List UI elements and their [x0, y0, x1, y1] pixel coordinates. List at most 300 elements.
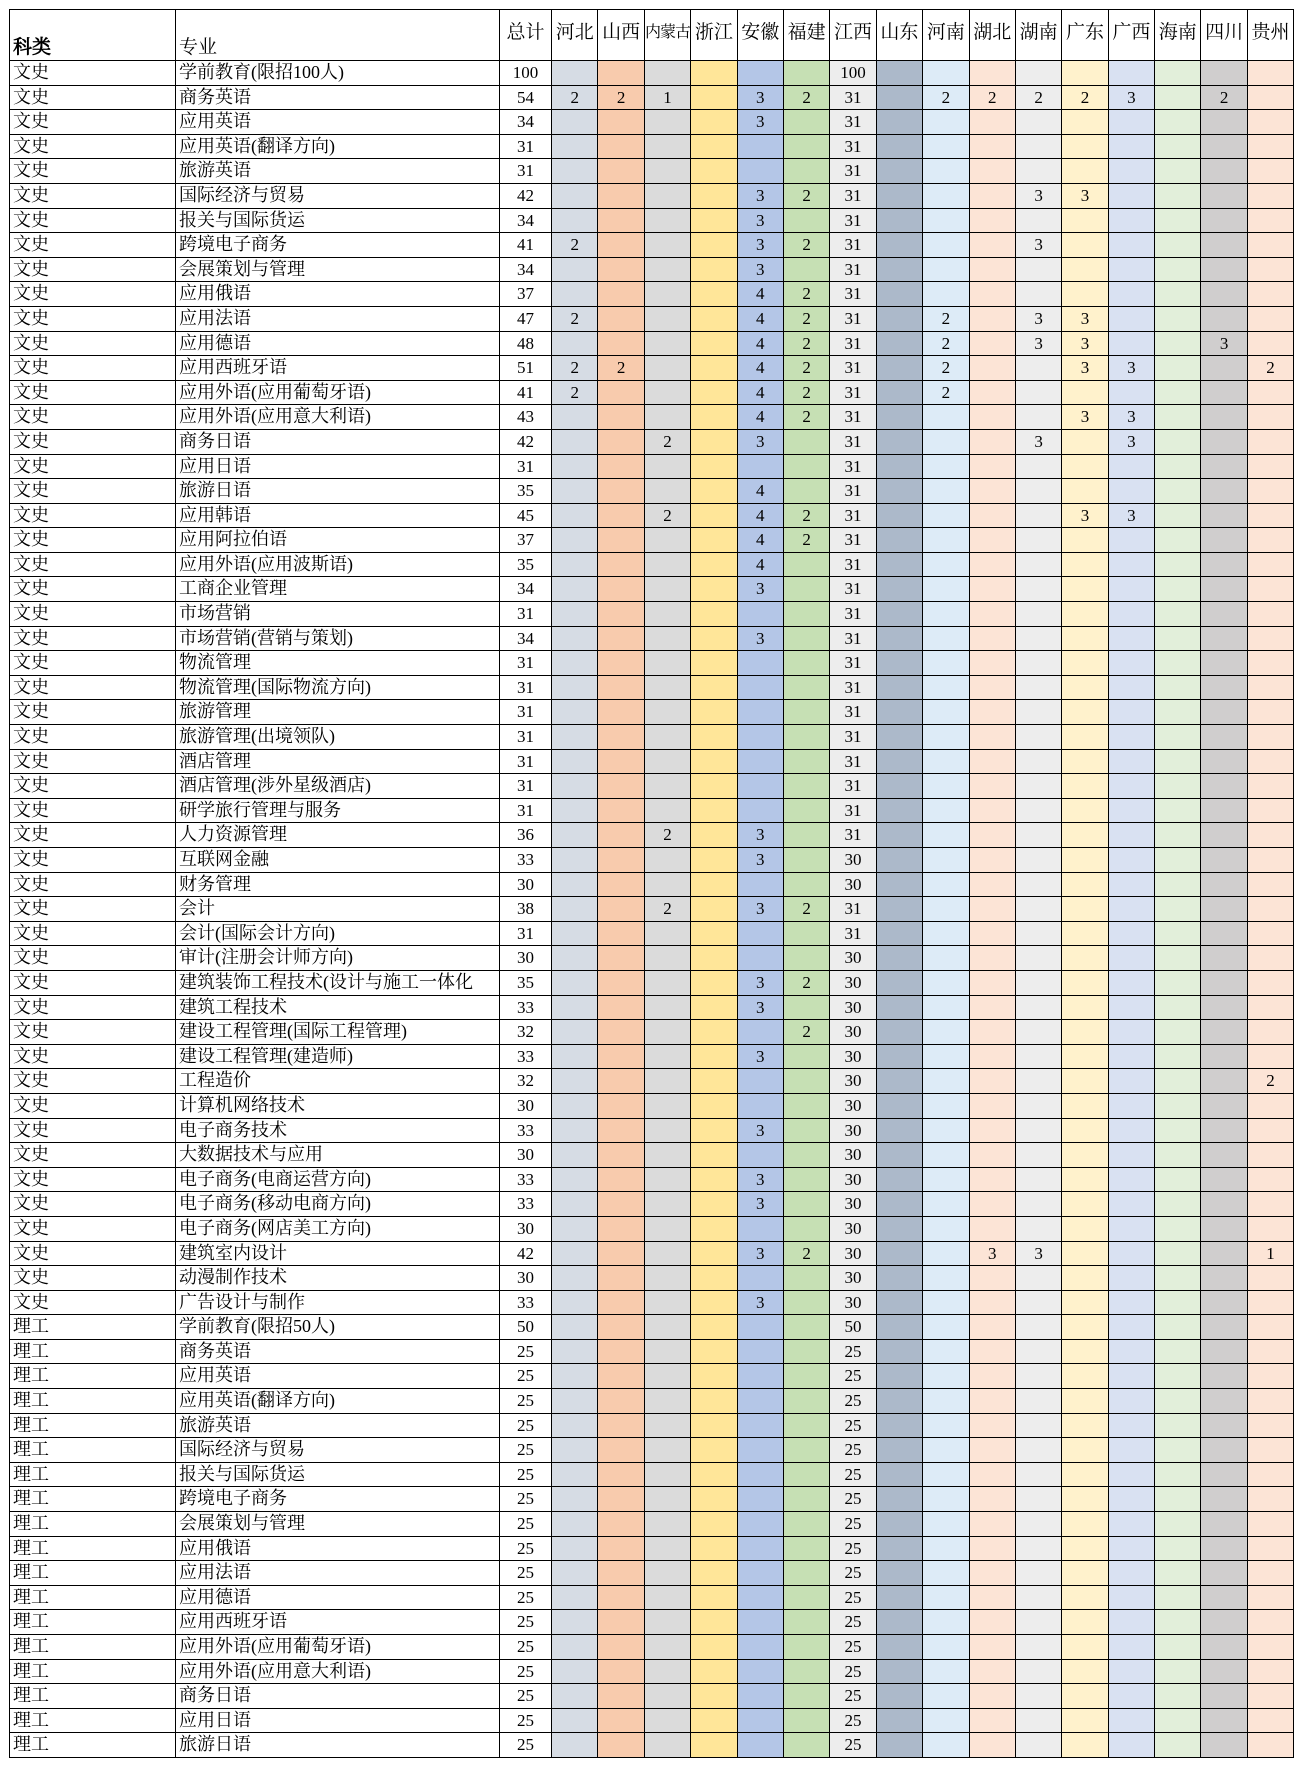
- quota-cell: [970, 577, 1016, 602]
- quota-cell: [970, 946, 1016, 971]
- quota-cell: 31: [830, 430, 876, 455]
- quota-cell: [1155, 1487, 1201, 1512]
- quota-cell: 2: [552, 356, 598, 381]
- quota-cell: [970, 381, 1016, 406]
- quota-cell: [645, 356, 691, 381]
- quota-cell: [1155, 676, 1201, 701]
- quota-cell: [645, 1168, 691, 1193]
- quota-cell: [1248, 504, 1294, 529]
- quota-cell: 2: [784, 381, 830, 406]
- quota-cell: [738, 1561, 784, 1586]
- quota-cell: [1109, 1217, 1155, 1242]
- quota-cell: [1155, 1119, 1201, 1144]
- quota-cell: [691, 1709, 737, 1734]
- quota-cell: [598, 1242, 644, 1267]
- quota-cell: 25: [830, 1733, 876, 1758]
- category-cell: 文史: [10, 602, 176, 627]
- quota-cell: [784, 627, 830, 652]
- category-cell: 文史: [10, 553, 176, 578]
- quota-cell: [923, 848, 969, 873]
- province-header: 安徽: [738, 10, 784, 61]
- quota-cell: [738, 1266, 784, 1291]
- category-cell: 理工: [10, 1537, 176, 1562]
- quota-cell: [598, 110, 644, 135]
- quota-cell: [1016, 1389, 1062, 1414]
- quota-cell: [1016, 1561, 1062, 1586]
- quota-cell: [552, 873, 598, 898]
- quota-cell: [970, 627, 1016, 652]
- quota-cell: [552, 553, 598, 578]
- quota-cell: [552, 1094, 598, 1119]
- quota-cell: [1016, 405, 1062, 430]
- total-cell: 33: [500, 1192, 552, 1217]
- quota-cell: [552, 1045, 598, 1070]
- quota-cell: [1062, 774, 1108, 799]
- quota-cell: [1016, 1463, 1062, 1488]
- quota-cell: [970, 774, 1016, 799]
- category-cell: 文史: [10, 110, 176, 135]
- quota-cell: [970, 602, 1016, 627]
- quota-cell: [1248, 1045, 1294, 1070]
- quota-cell: [1016, 1192, 1062, 1217]
- quota-cell: [1155, 774, 1201, 799]
- quota-cell: 31: [830, 922, 876, 947]
- total-cell: 25: [500, 1610, 552, 1635]
- quota-cell: [645, 1463, 691, 1488]
- quota-cell: [877, 602, 923, 627]
- quota-cell: [645, 381, 691, 406]
- quota-cell: [738, 1340, 784, 1365]
- total-cell: 25: [500, 1537, 552, 1562]
- quota-cell: [1016, 602, 1062, 627]
- quota-cell: [970, 405, 1016, 430]
- quota-cell: [691, 1684, 737, 1709]
- major-cell: 旅游英语: [176, 1414, 500, 1439]
- province-header: 山东: [877, 10, 923, 61]
- quota-cell: [1062, 61, 1108, 86]
- quota-cell: [645, 1242, 691, 1267]
- total-cell: 30: [500, 1143, 552, 1168]
- quota-cell: [923, 1094, 969, 1119]
- total-cell: 37: [500, 528, 552, 553]
- quota-cell: [645, 848, 691, 873]
- quota-cell: [552, 1266, 598, 1291]
- quota-cell: [784, 651, 830, 676]
- quota-cell: [691, 86, 737, 111]
- quota-cell: [1201, 1389, 1247, 1414]
- quota-cell: [1248, 86, 1294, 111]
- quota-cell: [738, 1389, 784, 1414]
- quota-cell: [877, 1192, 923, 1217]
- quota-cell: [970, 1045, 1016, 1070]
- category-cell: 文史: [10, 897, 176, 922]
- quota-cell: [970, 282, 1016, 307]
- quota-cell: [1016, 553, 1062, 578]
- quota-cell: [1062, 823, 1108, 848]
- quota-cell: [923, 1561, 969, 1586]
- quota-cell: 3: [738, 1192, 784, 1217]
- total-cell: 33: [500, 996, 552, 1021]
- quota-cell: [1016, 1069, 1062, 1094]
- quota-cell: [970, 209, 1016, 234]
- quota-cell: 3: [1016, 332, 1062, 357]
- quota-cell: [598, 307, 644, 332]
- quota-cell: [923, 922, 969, 947]
- quota-cell: [645, 1340, 691, 1365]
- quota-cell: [1155, 1512, 1201, 1537]
- quota-cell: [552, 1463, 598, 1488]
- major-cell: 财务管理: [176, 873, 500, 898]
- category-cell: 文史: [10, 356, 176, 381]
- quota-cell: [598, 61, 644, 86]
- quota-cell: [877, 504, 923, 529]
- quota-cell: [923, 971, 969, 996]
- quota-cell: [1155, 209, 1201, 234]
- quota-cell: [877, 873, 923, 898]
- quota-cell: [784, 159, 830, 184]
- quota-cell: [923, 1242, 969, 1267]
- quota-cell: [645, 577, 691, 602]
- quota-cell: [552, 61, 598, 86]
- category-cell: 文史: [10, 135, 176, 160]
- quota-cell: [877, 332, 923, 357]
- quota-cell: [1016, 356, 1062, 381]
- category-cell: 文史: [10, 725, 176, 750]
- quota-cell: [1016, 159, 1062, 184]
- quota-cell: [691, 1242, 737, 1267]
- quota-cell: 50: [830, 1315, 876, 1340]
- quota-cell: [923, 651, 969, 676]
- quota-cell: [877, 110, 923, 135]
- category-cell: 文史: [10, 86, 176, 111]
- quota-cell: [1201, 1512, 1247, 1537]
- quota-cell: [1248, 676, 1294, 701]
- quota-cell: [552, 258, 598, 283]
- major-cell: 会计: [176, 897, 500, 922]
- quota-cell: [1248, 258, 1294, 283]
- quota-cell: [598, 430, 644, 455]
- quota-cell: [1062, 479, 1108, 504]
- quota-cell: [784, 1586, 830, 1611]
- quota-cell: [738, 725, 784, 750]
- quota-cell: 4: [738, 504, 784, 529]
- quota-cell: [1155, 356, 1201, 381]
- quota-cell: [1201, 1487, 1247, 1512]
- quota-cell: [923, 1291, 969, 1316]
- quota-cell: [923, 1709, 969, 1734]
- quota-cell: [970, 1733, 1016, 1758]
- quota-cell: [552, 602, 598, 627]
- quota-cell: [598, 922, 644, 947]
- quota-cell: [877, 1733, 923, 1758]
- quota-cell: [1155, 159, 1201, 184]
- quota-cell: 30: [830, 848, 876, 873]
- quota-cell: [1201, 1069, 1247, 1094]
- quota-cell: [1201, 504, 1247, 529]
- quota-cell: [877, 455, 923, 480]
- quota-cell: [645, 61, 691, 86]
- quota-cell: [1062, 159, 1108, 184]
- quota-cell: [1109, 209, 1155, 234]
- quota-cell: [1155, 1045, 1201, 1070]
- quota-cell: [1201, 159, 1247, 184]
- total-cell: 48: [500, 332, 552, 357]
- quota-cell: [877, 1242, 923, 1267]
- quota-cell: [1109, 774, 1155, 799]
- quota-cell: [1062, 455, 1108, 480]
- quota-cell: [645, 1020, 691, 1045]
- quota-cell: [1155, 1340, 1201, 1365]
- quota-cell: [645, 1069, 691, 1094]
- quota-cell: [1201, 1364, 1247, 1389]
- quota-cell: [1201, 676, 1247, 701]
- quota-cell: 1: [645, 86, 691, 111]
- quota-cell: [1248, 1709, 1294, 1734]
- total-cell: 30: [500, 1094, 552, 1119]
- quota-cell: [552, 1340, 598, 1365]
- quota-cell: [1109, 1364, 1155, 1389]
- quota-cell: [1155, 233, 1201, 258]
- category-cell: 文史: [10, 700, 176, 725]
- quota-cell: [1016, 823, 1062, 848]
- category-cell: 文史: [10, 1192, 176, 1217]
- quota-cell: [598, 479, 644, 504]
- quota-cell: [738, 1684, 784, 1709]
- quota-cell: [877, 1340, 923, 1365]
- quota-cell: [598, 1709, 644, 1734]
- category-cell: 文史: [10, 1266, 176, 1291]
- major-cell: 应用法语: [176, 307, 500, 332]
- category-cell: 文史: [10, 1045, 176, 1070]
- quota-cell: [1201, 1660, 1247, 1685]
- quota-cell: [598, 1438, 644, 1463]
- quota-cell: [1155, 135, 1201, 160]
- quota-cell: [691, 725, 737, 750]
- quota-cell: [645, 1561, 691, 1586]
- quota-cell: 25: [830, 1561, 876, 1586]
- category-cell: 文史: [10, 1119, 176, 1144]
- quota-cell: [784, 1709, 830, 1734]
- quota-cell: [1155, 799, 1201, 824]
- quota-cell: [645, 1389, 691, 1414]
- quota-cell: [1109, 946, 1155, 971]
- total-cell: 25: [500, 1733, 552, 1758]
- quota-cell: [1109, 700, 1155, 725]
- category-cell: 文史: [10, 823, 176, 848]
- quota-cell: [1016, 1291, 1062, 1316]
- quota-cell: [552, 676, 598, 701]
- quota-cell: [1248, 627, 1294, 652]
- quota-cell: [1109, 996, 1155, 1021]
- quota-cell: [1062, 1610, 1108, 1635]
- quota-cell: [552, 282, 598, 307]
- quota-cell: [1016, 110, 1062, 135]
- quota-cell: [1248, 922, 1294, 947]
- quota-cell: [738, 1733, 784, 1758]
- category-cell: 文史: [10, 651, 176, 676]
- major-cell: 学前教育(限招50人): [176, 1315, 500, 1340]
- category-cell: 文史: [10, 1242, 176, 1267]
- major-cell: 报关与国际货运: [176, 1463, 500, 1488]
- quota-cell: [1016, 381, 1062, 406]
- quota-cell: [598, 897, 644, 922]
- quota-cell: [1201, 1340, 1247, 1365]
- quota-cell: [923, 455, 969, 480]
- quota-cell: 25: [830, 1660, 876, 1685]
- quota-cell: [1016, 1266, 1062, 1291]
- quota-cell: [970, 307, 1016, 332]
- quota-cell: [645, 627, 691, 652]
- quota-cell: [1016, 577, 1062, 602]
- total-cell: 31: [500, 455, 552, 480]
- quota-cell: [1109, 135, 1155, 160]
- province-header: 河南: [923, 10, 969, 61]
- quota-cell: [1248, 1414, 1294, 1439]
- quota-cell: [645, 1610, 691, 1635]
- quota-cell: [691, 602, 737, 627]
- quota-cell: [784, 1119, 830, 1144]
- quota-cell: [923, 553, 969, 578]
- quota-cell: [598, 676, 644, 701]
- total-cell: 25: [500, 1340, 552, 1365]
- quota-cell: [877, 1635, 923, 1660]
- quota-cell: [1109, 282, 1155, 307]
- quota-cell: [1109, 553, 1155, 578]
- quota-cell: [784, 1192, 830, 1217]
- quota-cell: [598, 823, 644, 848]
- quota-cell: [691, 1217, 737, 1242]
- quota-cell: 3: [1201, 332, 1247, 357]
- quota-cell: [1016, 1709, 1062, 1734]
- quota-cell: 2: [970, 86, 1016, 111]
- quota-cell: 30: [830, 1291, 876, 1316]
- quota-cell: [691, 774, 737, 799]
- quota-cell: [691, 553, 737, 578]
- quota-cell: [691, 356, 737, 381]
- quota-cell: [970, 651, 1016, 676]
- major-cell: 商务英语: [176, 1340, 500, 1365]
- quota-cell: [1248, 1192, 1294, 1217]
- quota-cell: [784, 700, 830, 725]
- quota-cell: [1155, 1635, 1201, 1660]
- quota-cell: 30: [830, 1266, 876, 1291]
- quota-cell: [877, 553, 923, 578]
- quota-cell: [1248, 184, 1294, 209]
- quota-cell: [738, 455, 784, 480]
- quota-cell: [552, 1020, 598, 1045]
- category-cell: 文史: [10, 307, 176, 332]
- major-cell: 旅游日语: [176, 1733, 500, 1758]
- quota-cell: [1016, 873, 1062, 898]
- quota-cell: [923, 1168, 969, 1193]
- quota-cell: [645, 1143, 691, 1168]
- quota-cell: [784, 873, 830, 898]
- quota-cell: [1155, 528, 1201, 553]
- total-cell: 38: [500, 897, 552, 922]
- quota-cell: [1109, 1487, 1155, 1512]
- quota-cell: [598, 1684, 644, 1709]
- total-cell: 37: [500, 282, 552, 307]
- quota-cell: [1109, 1684, 1155, 1709]
- quota-cell: [1109, 1414, 1155, 1439]
- quota-cell: [1248, 823, 1294, 848]
- quota-cell: [1016, 897, 1062, 922]
- category-cell: 文史: [10, 676, 176, 701]
- quota-cell: [1248, 1094, 1294, 1119]
- quota-cell: [923, 897, 969, 922]
- major-cell: 商务日语: [176, 1684, 500, 1709]
- quota-cell: [1248, 282, 1294, 307]
- quota-cell: [1062, 1364, 1108, 1389]
- quota-cell: [1109, 1512, 1155, 1537]
- quota-cell: [1155, 1020, 1201, 1045]
- quota-cell: [1155, 1242, 1201, 1267]
- quota-cell: [923, 946, 969, 971]
- quota-cell: [1062, 430, 1108, 455]
- quota-cell: [738, 61, 784, 86]
- quota-cell: [1201, 1192, 1247, 1217]
- major-cell: 酒店管理(涉外星级酒店): [176, 774, 500, 799]
- quota-cell: [1062, 1291, 1108, 1316]
- quota-cell: [1248, 61, 1294, 86]
- quota-cell: [598, 1119, 644, 1144]
- quota-cell: [1155, 922, 1201, 947]
- quota-cell: [552, 1168, 598, 1193]
- category-cell: 理工: [10, 1414, 176, 1439]
- quota-cell: [1248, 1364, 1294, 1389]
- quota-cell: 4: [738, 356, 784, 381]
- total-cell: 34: [500, 258, 552, 283]
- total-cell: 25: [500, 1389, 552, 1414]
- quota-cell: [923, 61, 969, 86]
- quota-cell: [970, 1119, 1016, 1144]
- quota-cell: [923, 233, 969, 258]
- quota-cell: 3: [738, 209, 784, 234]
- major-cell: 会展策划与管理: [176, 1512, 500, 1537]
- quota-cell: [970, 332, 1016, 357]
- quota-cell: [1155, 61, 1201, 86]
- quota-cell: [1155, 1192, 1201, 1217]
- quota-cell: [1201, 184, 1247, 209]
- quota-cell: [552, 823, 598, 848]
- quota-cell: [970, 504, 1016, 529]
- quota-cell: [552, 1709, 598, 1734]
- quota-cell: [552, 209, 598, 234]
- major-cell: 建筑装饰工程技术(设计与施工一体化: [176, 971, 500, 996]
- quota-cell: [1201, 799, 1247, 824]
- quota-cell: [923, 528, 969, 553]
- major-cell: 应用外语(应用葡萄牙语): [176, 381, 500, 406]
- quota-cell: [552, 504, 598, 529]
- quota-cell: [1016, 1512, 1062, 1537]
- quota-cell: [877, 1094, 923, 1119]
- major-cell: 物流管理: [176, 651, 500, 676]
- quota-cell: [1062, 528, 1108, 553]
- quota-cell: [1155, 750, 1201, 775]
- quota-cell: [738, 159, 784, 184]
- province-header: 海南: [1155, 10, 1201, 61]
- quota-cell: [970, 1709, 1016, 1734]
- quota-cell: [645, 1119, 691, 1144]
- quota-cell: [1062, 676, 1108, 701]
- quota-cell: [923, 135, 969, 160]
- quota-cell: [970, 1020, 1016, 1045]
- quota-cell: [1201, 700, 1247, 725]
- quota-cell: [738, 1143, 784, 1168]
- major-cell: 动漫制作技术: [176, 1266, 500, 1291]
- quota-cell: [1109, 627, 1155, 652]
- quota-cell: [645, 282, 691, 307]
